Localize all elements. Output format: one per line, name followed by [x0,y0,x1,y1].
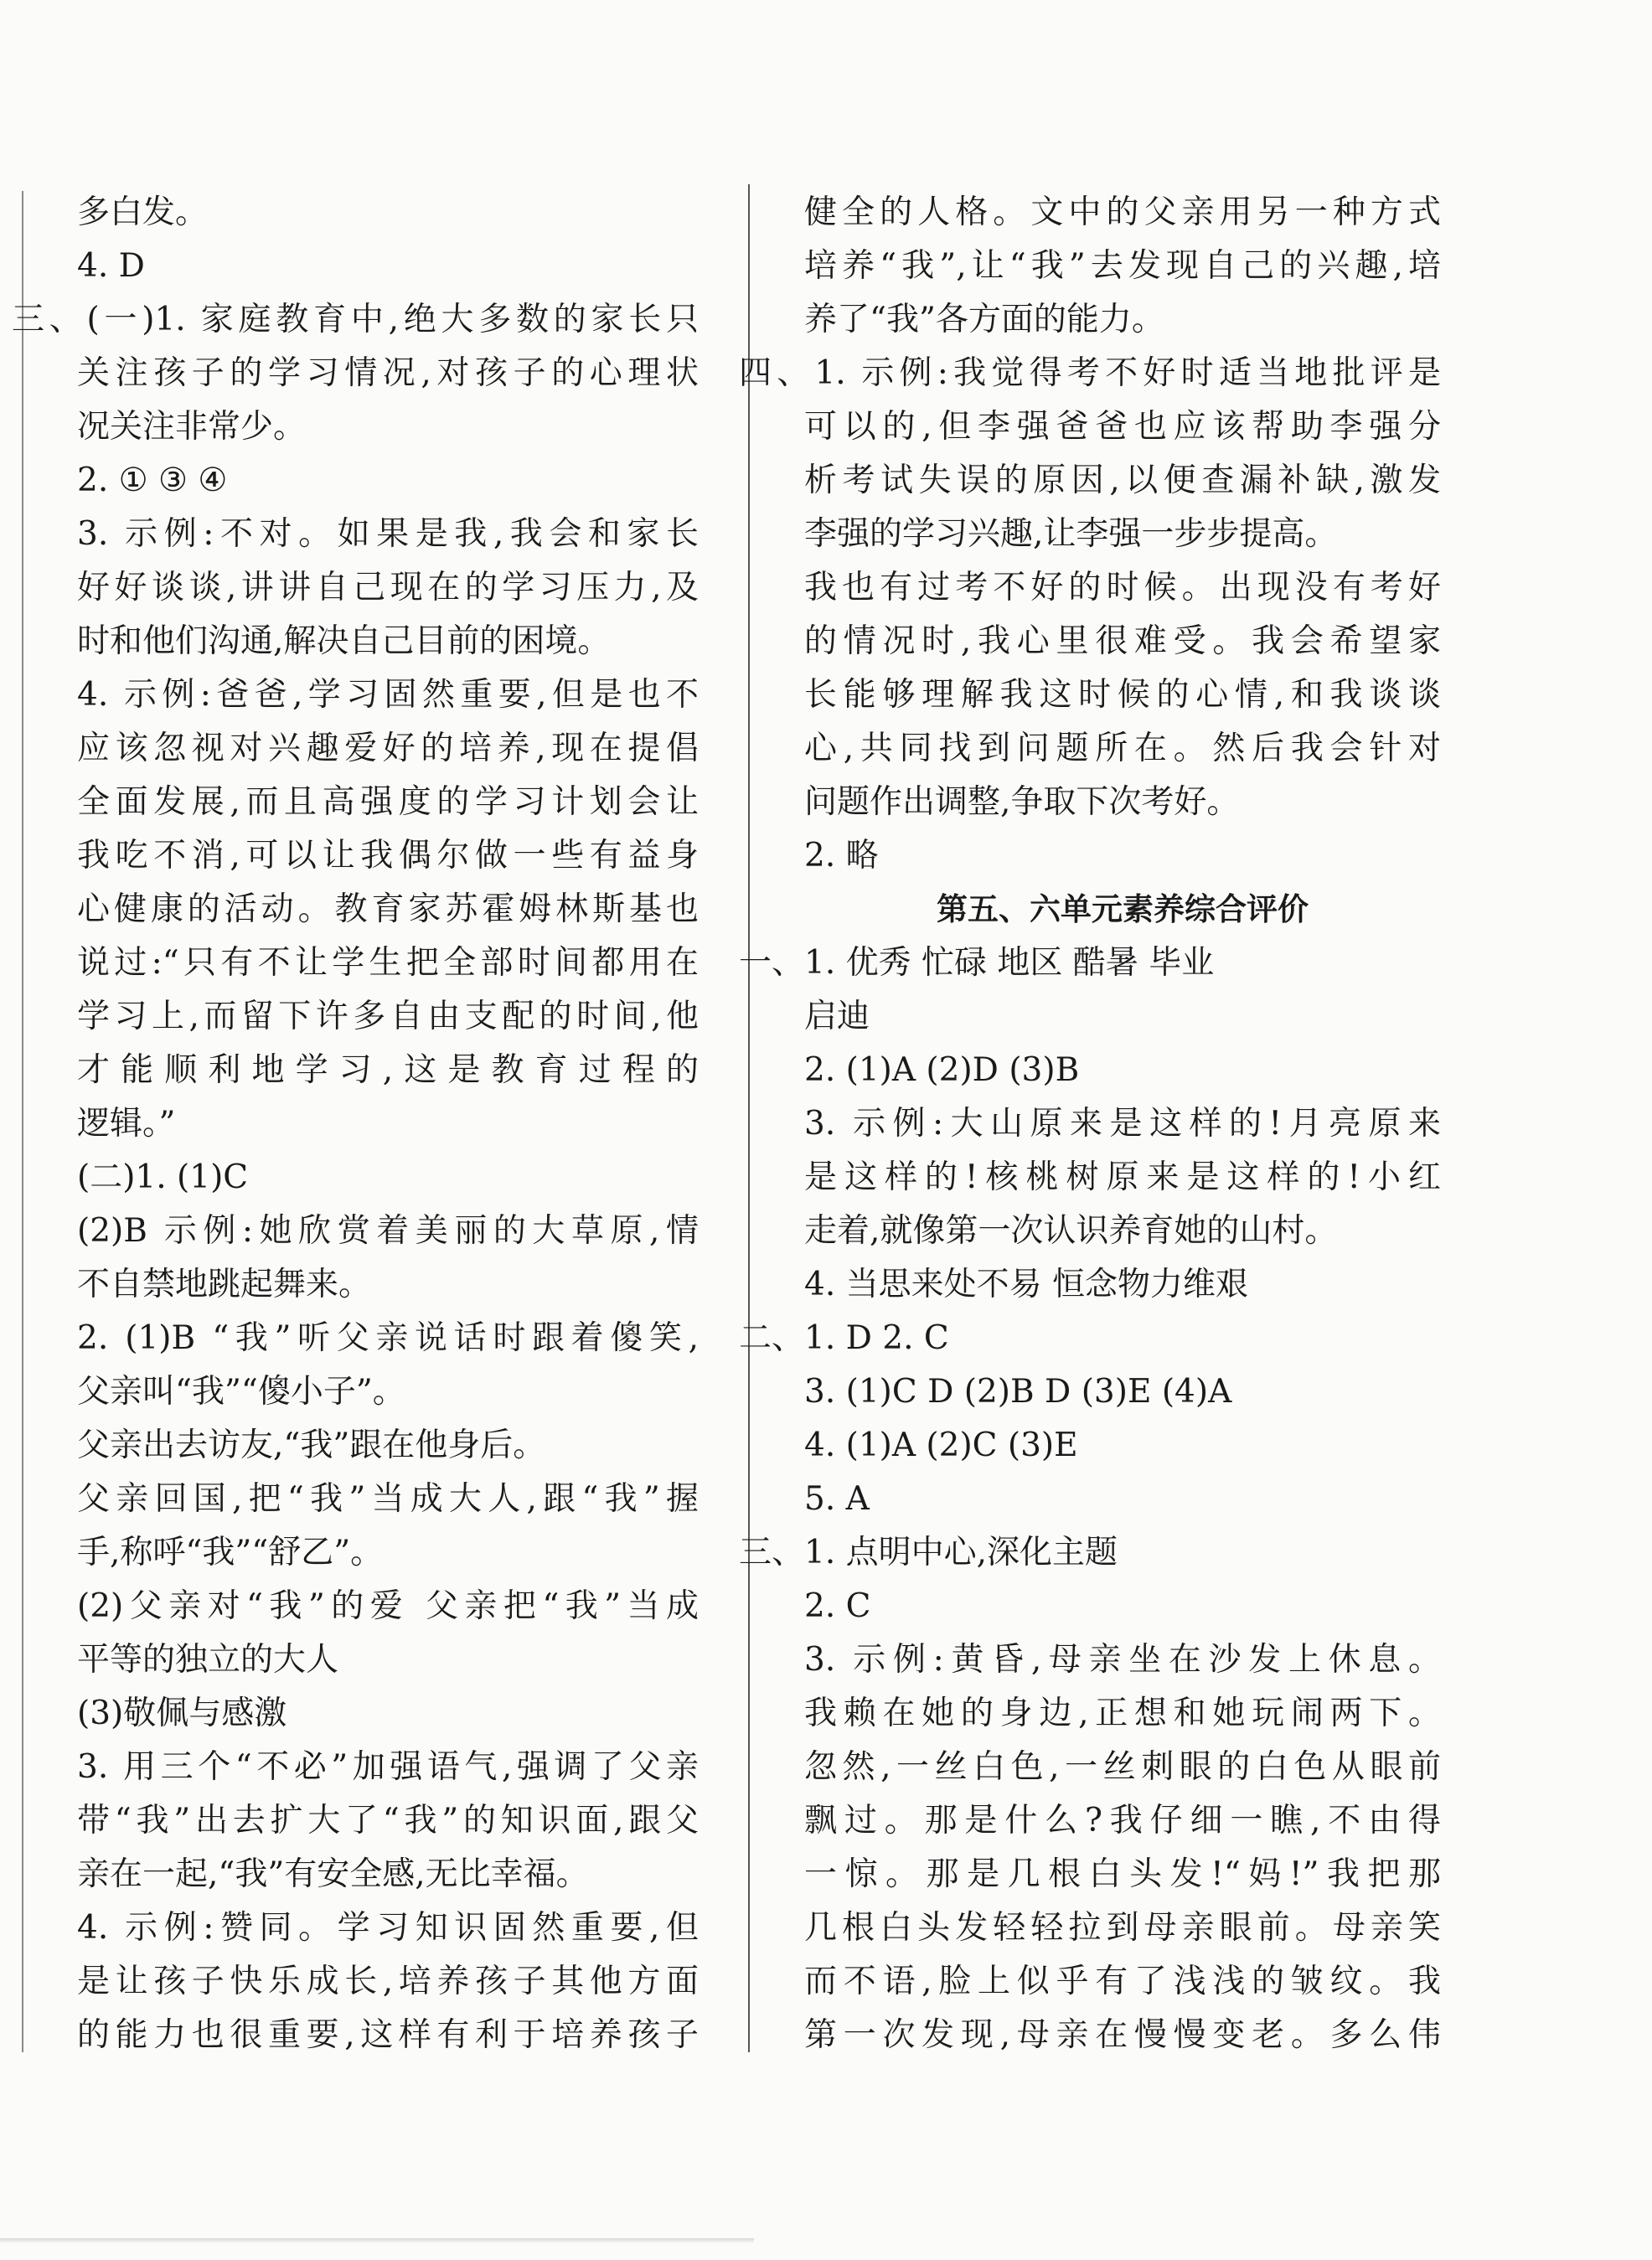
answer-line: 养了“我”各方面的能力。 [804,301,1164,338]
scan-edge-shadow [0,2238,754,2243]
answer-line: 2. (1)A (2)D (3)B [804,1051,1080,1089]
answer-line: 逻辑。” [77,1105,176,1143]
answer-line: (3)敬佩与感激 [77,1695,287,1732]
answer-line: 走着,就像第一次认识养育她的山村。 [804,1212,1338,1250]
answer-line: 一惊。那是几根白头发!“妈!”我把那 [804,1855,1441,1893]
answer-line: 几根白头发轻轻拉到母亲眼前。母亲笑 [804,1909,1441,1947]
answer-line: 3. 示例:不对。如果是我,我会和家长 [77,515,699,553]
answer-line: 关注孩子的学习情况,对孩子的心理状 [77,354,699,392]
answer-line: 飘过。那是什么?我仔细一瞧,不由得 [804,1802,1441,1839]
answer-line: 4. 示例:赞同。学习知识固然重要,但 [77,1909,699,1947]
answer-line: 应该忽视对兴趣爱好的培养,现在提倡 [77,730,699,767]
answer-line: 析考试失误的原因,以便查漏补缺,激发 [804,462,1441,499]
answer-line: 多白发。 [77,193,209,231]
answer-line: 5. A [804,1480,870,1518]
answer-line: 可以的,但李强爸爸也应该帮助李强分 [804,408,1441,446]
answer-line: 父亲回国,把“我”当成大人,跟“我”握 [77,1480,699,1518]
answer-line: (2)B 示例:她欣赏着美丽的大草原,情 [77,1212,699,1250]
answer-line: 是这样的!核桃树原来是这样的!小红 [804,1158,1441,1196]
answer-line: 说过:“只有不让学生把全部时间都用在 [77,944,699,982]
answer-line: 2. (1)B “我”听父亲说话时跟着傻笑, [77,1319,699,1357]
answer-line: 我赖在她的身边,正想和她玩闹两下。 [804,1695,1441,1732]
answer-line: 3. 示例:大山原来是这样的!月亮原来 [804,1105,1441,1143]
answer-line: 3. (1)C D (2)B D (3)E (4)A [804,1373,1232,1411]
answer-line: 学习上,而留下许多自由支配的时间,他 [77,998,699,1035]
answer-line: (2)父亲对“我”的爱 父亲把“我”当成 [77,1587,699,1625]
answer-line: 2. C [804,1587,871,1625]
answer-line: 4. 当思来处不易 恒念物力维艰 [804,1266,1249,1303]
answer-line: 2. ① ③ ④ [77,462,228,499]
answer-line: 启迪 [804,998,870,1035]
left-column [12,186,699,2062]
answer-line: 手,称呼“我”“舒乙”。 [77,1534,384,1571]
answer-line: 的情况时,我心里很难受。我会希望家 [804,622,1441,660]
answer-line: 平等的独立的大人 [77,1641,339,1679]
answer-line: 三、1. 点明中心,深化主题 [739,1534,1118,1571]
answer-line: 况关注非常少。 [77,408,307,446]
answer-line: 长能够理解我这时候的心情,和我谈谈 [804,676,1441,714]
answer-line: 第一次发现,母亲在慢慢变老。多么伟 [804,2016,1441,2054]
answer-line: 四、1. 示例:我觉得考不好时适当地批评是 [739,354,1441,392]
binding-rule [22,191,23,2052]
answer-line: 2. 略 [804,837,879,875]
answer-line: 二、1. D 2. C [739,1319,949,1357]
answer-line: 3. 用三个“不必”加强语气,强调了父亲 [77,1748,699,1786]
answer-line: 4. (1)A (2)C (3)E [804,1427,1078,1464]
column-divider [748,184,750,2052]
answer-line: 4. 示例:爸爸,学习固然重要,但是也不 [77,676,699,714]
answer-line: 是让孩子快乐成长,培养孩子其他方面 [77,1963,699,2000]
answer-line: 带“我”出去扩大了“我”的知识面,跟父 [77,1802,699,1839]
answer-line: 心健康的活动。教育家苏霍姆林斯基也 [77,890,699,928]
answer-line: 一、1. 优秀 忙碌 地区 酷暑 毕业 [739,944,1215,982]
answer-line: 才能顺利地学习,这是教育过程的 [77,1051,699,1089]
answer-line: 我也有过考不好的时候。出现没有考好 [804,569,1441,606]
answer-line: 的能力也很重要,这样有利于培养孩子 [77,2016,699,2054]
answer-line: 心,共同找到问题所在。然后我会针对 [804,730,1441,767]
answer-line: 健全的人格。文中的父亲用另一种方式 [804,193,1441,231]
answer-line: 问题作出调整,争取下次考好。 [804,783,1240,821]
answer-line: 培养“我”,让“我”去发现自己的兴趣,培 [804,247,1441,285]
answer-line: (二)1. (1)C [77,1158,249,1196]
answer-line: 亲在一起,“我”有安全感,无比幸福。 [77,1855,589,1893]
answer-line: 时和他们沟通,解决自己目前的困境。 [77,622,611,660]
answer-line: 父亲出去访友,“我”跟在他身后。 [77,1427,546,1464]
answer-line: 全面发展,而且高强度的学习计划会让 [77,783,699,821]
answer-line: 三、(一)1. 家庭教育中,绝大多数的家长只 [12,301,699,338]
section-title: 第五、六单元素养综合评价 [937,891,1309,927]
answer-line: 李强的学习兴趣,让李强一步步提高。 [804,515,1338,553]
right-column [739,186,1441,2062]
answer-line: 好好谈谈,讲讲自己现在的学习压力,及 [77,569,699,606]
answer-line: 3. 示例:黄昏,母亲坐在沙发上休息。 [804,1641,1441,1679]
answer-line: 父亲叫“我”“傻小子”。 [77,1373,405,1411]
answer-line: 不自禁地跳起舞来。 [77,1266,372,1303]
answer-line: 4. D [77,247,145,285]
answer-line: 忽然,一丝白色,一丝刺眼的白色从眼前 [804,1748,1441,1786]
answer-line: 我吃不消,可以让我偶尔做一些有益身 [77,837,699,875]
answer-line: 而不语,脸上似乎有了浅浅的皱纹。我 [804,1963,1441,2000]
